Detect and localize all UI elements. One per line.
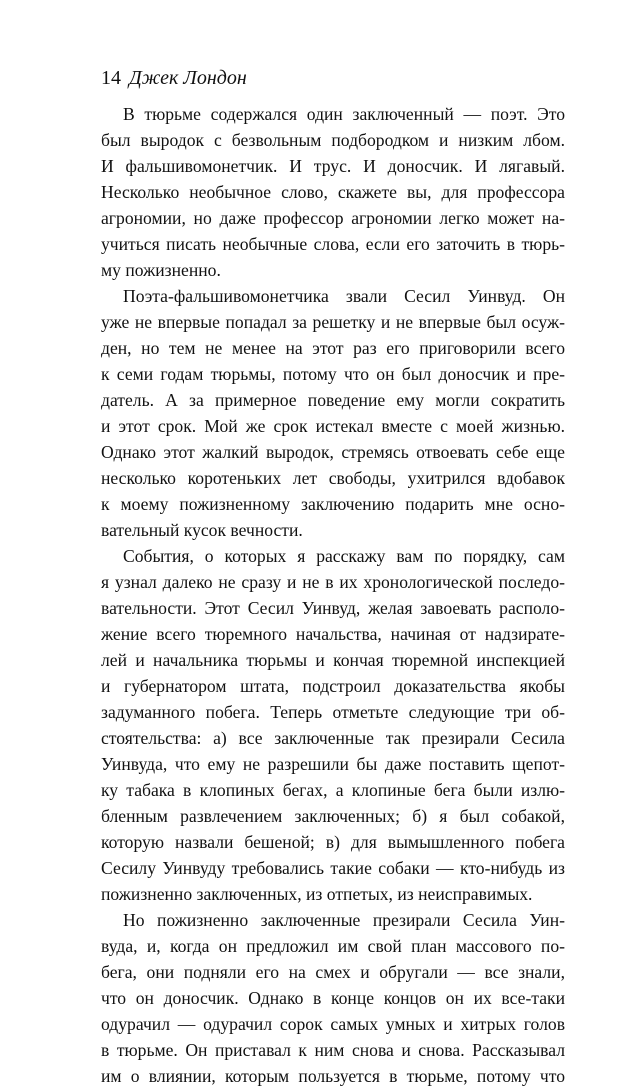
text-line: агрономии, но даже профессор агрономии легко может на- [101, 208, 565, 228]
text-line: Однако этот жалкий выродок, стремясь отвоевать себе еще [101, 442, 565, 462]
text-line: пожизненно заключенных, из отпетых, из неисправимых. [101, 884, 533, 904]
text-line: что он доносчик. Однако в конце концов он их все-таки [101, 988, 565, 1008]
text-line: датель. А за примерное поведение ему могли сократить [101, 390, 565, 410]
text-line: вуда, и, когда он предложил им свой план массового по- [101, 936, 565, 956]
text-line: был выродок с безвольным подбородком и низким лбом. [101, 130, 565, 150]
text-line: му пожизненно. [101, 260, 221, 280]
text-line: я узнал далеко не сразу и не в их хронологической последо- [101, 572, 565, 592]
text-line: Но пожизненно заключенные презирали Сесила Уин- [123, 910, 565, 930]
running-title: Джек Лондон [129, 67, 247, 89]
text-line: бега, они подняли его на смех и обругали — все знали, [101, 962, 565, 982]
text-line: уже не впервые попадал за решетку и не впервые был осуж- [101, 312, 565, 332]
running-header [101, 66, 247, 90]
text-line: им о влиянии, которым пользуется в тюрьме, потому что [101, 1066, 565, 1086]
text-line: одурачил — одурачил сорок самых умных и хитрых голов [101, 1014, 565, 1034]
text-line: Несколько необычное слово, скажете вы, для профессора [101, 182, 565, 202]
text-line: Сесилу Уинвуду требовались такие собаки — кто-нибудь из [101, 858, 565, 878]
text-line: вательности. Этот Сесил Уинвуд, желая завоевать располо- [101, 598, 565, 618]
text-line: ку табака в клопиных бегах, а клопиные бега были излю- [101, 780, 565, 800]
text-line: ден, но тем не менее на этот раз его приговорили всего [101, 338, 565, 358]
text-line: лей и начальника тюрьмы и кончая тюремной инспекцией [101, 650, 565, 670]
text-line: учиться писать необычные слова, если его заточить в тюрь- [101, 234, 565, 254]
text-line: несколько коротеньких лет свободы, ухитрился вдобавок [101, 468, 565, 488]
text-line: вательный кусок вечности. [101, 520, 303, 540]
text-line: к семи годам тюрьмы, потому что он был доносчик и пре- [101, 364, 565, 384]
text-line: И фальшивомонетчик. И трус. И доносчик. И лягавый. [101, 156, 565, 176]
text-line: бленным развлечением заключенных; б) я был собакой, [101, 806, 565, 826]
text-line: жение всего тюремного начальства, начиная от надзирате- [101, 624, 565, 644]
page-number: 14 [101, 67, 121, 89]
text-line: Уинвуда, что ему не разрешили бы даже поставить щепот- [101, 754, 565, 774]
text-line: В тюрьме содержался один заключенный — поэт. Это [123, 104, 565, 124]
text-line: которую назвали бешеной; в) для вымышленного побега [101, 832, 565, 852]
text-line: и этот срок. Мой же срок истекал вместе с моей жизнью. [101, 416, 565, 436]
text-line: События, о которых я расскажу вам по порядку, сам [123, 546, 565, 566]
text-line: к моему пожизненному заключению подарить мне осно- [101, 494, 565, 514]
text-line: задуманного побега. Теперь отметьте следующие три об- [101, 702, 565, 722]
text-line: и губернатором штата, подстроил доказательства якобы [101, 676, 565, 696]
text-line: Поэта-фальшивомонетчика звали Сесил Уинвуд. Он [123, 286, 565, 306]
body-text [101, 101, 565, 1089]
text-line: стоятельства: а) все заключенные так презирали Сесила [101, 728, 565, 748]
text-line: в тюрьме. Он приставал к ним снова и снова. Рассказывал [101, 1040, 565, 1060]
